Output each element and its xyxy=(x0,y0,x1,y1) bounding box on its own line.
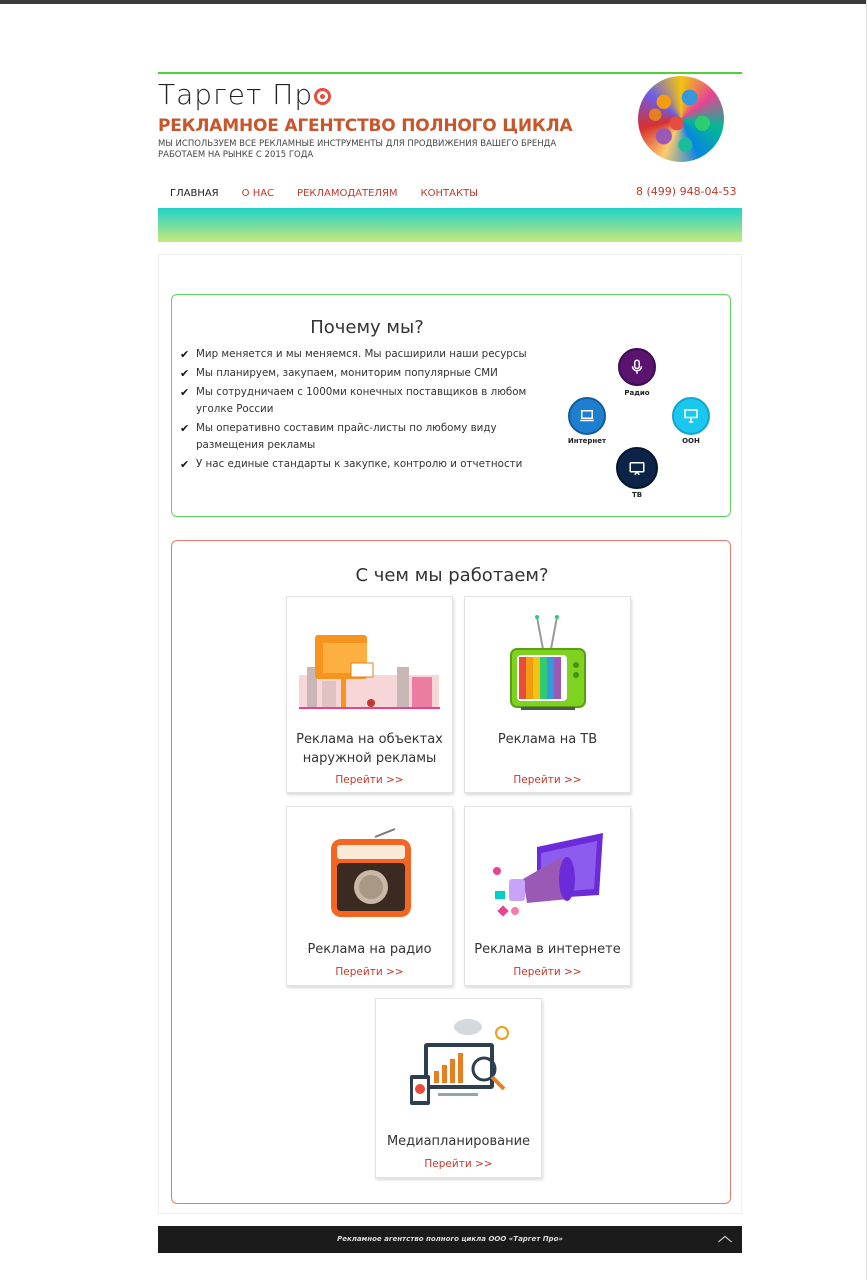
footer-text: Рекламное агентство полного цикла ООО «Таргет Про» xyxy=(337,1235,563,1243)
list-item: ✔ Мы оперативно составим прайс-листы по любому виду размещения рекламы xyxy=(180,422,497,451)
checkmark-icon: ✔ xyxy=(180,386,190,399)
checkmark-icon: ✔ xyxy=(180,367,190,380)
card-link[interactable]: Перейти >> xyxy=(513,966,582,978)
media-icons-collage xyxy=(638,76,724,162)
list-item: ✔ У нас единые стандарты к закупке, контролю и отчетности xyxy=(180,458,523,471)
service-card-mediaplanning[interactable] xyxy=(375,998,542,1178)
service-card-outdoor[interactable] xyxy=(286,596,453,793)
card-title: Реклама на радио xyxy=(307,942,432,957)
nav-item-about[interactable]: О НАС xyxy=(241,188,275,199)
header-divider xyxy=(158,72,742,74)
site-header xyxy=(158,72,742,199)
phone-number[interactable]: 8 (499) 948-04-53 xyxy=(636,185,737,198)
card-title: Медиапланирование xyxy=(386,1134,531,1149)
why-us-list xyxy=(180,346,545,475)
ooh-label: OOH xyxy=(682,437,700,445)
tv-label: ТВ xyxy=(631,491,643,499)
subline-2: РАБОТАЕМ НА РЫНКЕ С 2015 ГОДА xyxy=(158,150,314,160)
media-channels-diagram xyxy=(562,343,722,503)
main-content xyxy=(158,254,742,1214)
card-link[interactable]: Перейти >> xyxy=(424,1158,493,1170)
radio-mic-icon xyxy=(618,348,656,386)
subline-1: МЫ ИСПОЛЬЗУЕМ ВСЕ РЕКЛАМНЫЕ ИНСТРУМЕНТЫ ДЛЯ ПРОДВИЖЕНИЯ ВАШЕГО БРЕНДА xyxy=(158,139,557,149)
service-card-radio[interactable] xyxy=(286,806,453,986)
gradient-banner xyxy=(158,208,742,242)
target-logo-icon xyxy=(314,88,331,105)
site-footer xyxy=(158,1226,742,1253)
radio-illustration xyxy=(287,807,452,927)
checkmark-icon: ✔ xyxy=(180,348,190,361)
ooh-billboard-icon xyxy=(672,397,710,435)
retro-tv-illustration xyxy=(465,597,630,717)
services-title: С чем мы работаем? xyxy=(355,565,549,586)
radio-label: Радио xyxy=(624,389,650,397)
service-card-tv[interactable] xyxy=(464,596,631,793)
card-title: Реклама на объектах наружной рекламы xyxy=(296,732,443,766)
why-us-section xyxy=(171,294,731,517)
outdoor-billboard-illustration xyxy=(287,597,452,717)
top-bar xyxy=(0,0,867,4)
site-logo[interactable] xyxy=(158,78,331,111)
nav-item-advertisers[interactable]: РЕКЛАМОДАТЕЛЯМ xyxy=(297,188,398,199)
card-link[interactable]: Перейти >> xyxy=(335,774,404,786)
service-card-internet[interactable] xyxy=(464,806,631,986)
services-section xyxy=(171,540,731,1204)
megaphone-laptop-illustration xyxy=(465,807,630,927)
tv-screen-icon xyxy=(616,447,658,489)
site-tagline: РЕКЛАМНОЕ АГЕНТСТВО ПОЛНОГО ЦИКЛА xyxy=(158,116,573,136)
nav-item-home[interactable]: ГЛАВНАЯ xyxy=(170,188,219,199)
why-us-title: Почему мы? xyxy=(310,317,424,338)
card-title: Реклама на ТВ xyxy=(497,732,598,747)
card-title: Реклама в интернете xyxy=(474,942,621,957)
card-link[interactable]: Перейти >> xyxy=(335,966,404,978)
internet-label: Интернет xyxy=(567,437,607,445)
internet-laptop-icon xyxy=(568,397,606,435)
nav-item-contacts[interactable]: КОНТАКТЫ xyxy=(420,188,479,199)
card-link[interactable]: Перейти >> xyxy=(513,774,582,786)
analytics-dashboard-illustration xyxy=(376,999,541,1119)
checkmark-icon: ✔ xyxy=(180,458,190,471)
list-item: ✔ Мы планируем, закупаем, мониторим популярные СМИ xyxy=(180,367,498,380)
main-nav xyxy=(170,188,478,199)
logo-text: Таргет Пр xyxy=(158,78,314,111)
list-item: ✔ Мир меняется и мы меняемся. Мы расширили наши ресурсы xyxy=(180,348,527,361)
chevron-up-icon[interactable]: ︿ xyxy=(718,1229,732,1245)
checkmark-icon: ✔ xyxy=(180,422,190,435)
site-subline xyxy=(158,139,556,161)
list-item: ✔ Мы сотрудничаем с 1000ми конечных поставщиков в любом уголке России xyxy=(180,386,527,415)
